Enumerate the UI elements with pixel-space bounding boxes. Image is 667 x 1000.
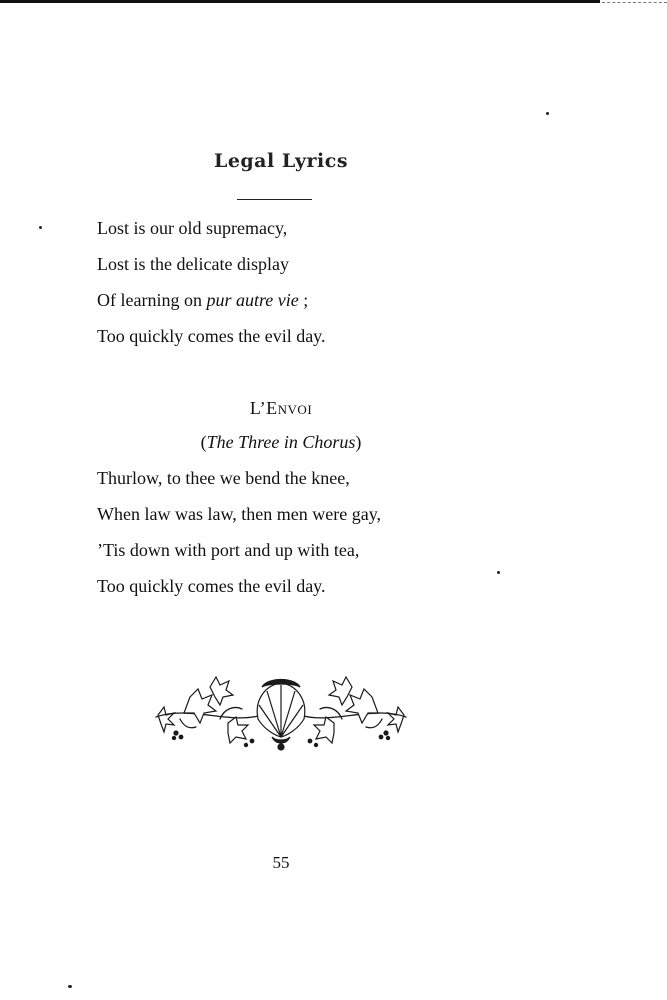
verse-line: Thurlow, to thee we bend the knee, bbox=[97, 468, 350, 488]
ink-speck bbox=[39, 226, 42, 229]
verse-line: Of learning on pur autre vie ; bbox=[97, 290, 309, 310]
verse-line: Lost is our old supremacy, bbox=[97, 218, 288, 238]
latin-phrase: pur autre vie bbox=[206, 290, 299, 310]
running-head: Legal Lyrics bbox=[213, 150, 349, 172]
ink-speck bbox=[497, 571, 500, 574]
top-edge-dash bbox=[602, 2, 667, 3]
ivy-ornament-icon bbox=[150, 675, 412, 755]
stanza-1 bbox=[97, 210, 326, 354]
verse-line: Too quickly comes the evil day. bbox=[97, 576, 326, 596]
verse-line: ’Tis down with port and up with tea, bbox=[97, 540, 360, 560]
ink-speck bbox=[546, 112, 549, 115]
verse-line: When law was law, then men were gay, bbox=[97, 504, 382, 524]
verse-line: Too quickly comes the evil day. bbox=[97, 326, 326, 346]
ink-speck bbox=[68, 985, 72, 988]
top-edge-rule bbox=[0, 0, 600, 3]
page-number: 55 bbox=[272, 853, 290, 872]
envoi-subtitle: (The Three in Chorus) bbox=[200, 432, 362, 452]
running-head-rule bbox=[237, 199, 312, 200]
stanza-2 bbox=[97, 460, 381, 604]
verse-line: Lost is the delicate display bbox=[97, 254, 289, 274]
envoi-title: L’Envoi bbox=[249, 398, 313, 418]
